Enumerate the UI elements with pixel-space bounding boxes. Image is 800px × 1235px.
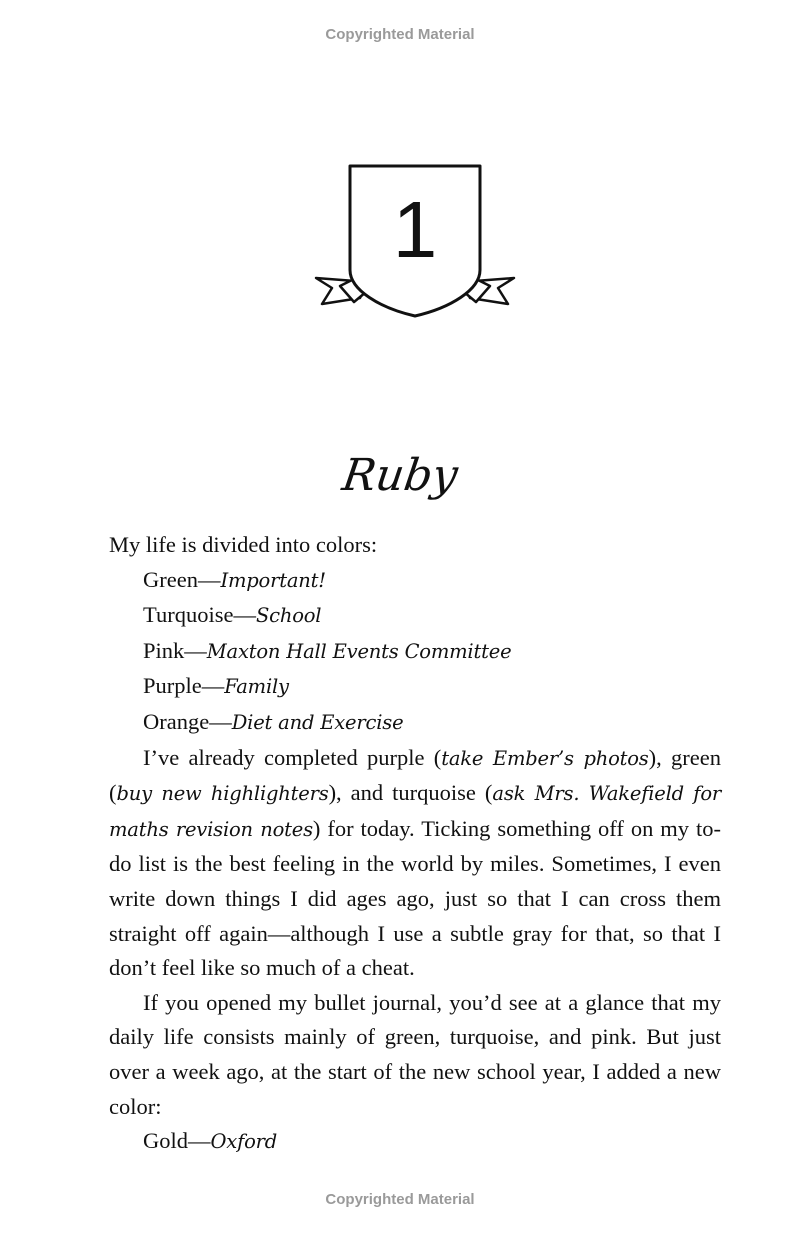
color-item-gold (109, 1124, 721, 1160)
color-item-green (109, 563, 721, 599)
copyright-watermark-top: Copyrighted Material (325, 26, 475, 43)
paragraph-bullet-journal: If you opened my bullet journal, you’d see at a glance that my daily life consists mainly of green, turquoise, and pink. But just over a week ago, at the start of the new school year, I added a new color: (109, 989, 721, 1119)
chapter-title: Ruby (339, 450, 461, 501)
color-item-turquoise (109, 598, 721, 634)
para-text: ) for today. Ticking something off on my to-do list is the best feeling in the world by miles. Sometimes, I even write down things I did ages ago, just so that I can cross them straight off again—although I use a subtle gray for that, so that I don’t feel like so much of a cheat. (109, 815, 721, 981)
chapter-body (109, 528, 721, 1160)
color-label: School (255, 604, 322, 628)
chapter-crest (310, 158, 520, 323)
color-name: Pink— (143, 637, 207, 663)
intro-line: My life is divided into colors: (109, 532, 378, 557)
paragraph-completed (109, 741, 721, 986)
color-name: Green— (143, 566, 221, 592)
color-name: Turquoise— (143, 602, 256, 628)
handwritten-note: buy new highlighters (116, 782, 329, 806)
color-item-orange (109, 705, 721, 741)
color-label: Family (224, 675, 289, 699)
color-label: Maxton Hall Events Committee (206, 639, 512, 663)
color-name: Orange— (143, 708, 232, 734)
para-text: ), and turquoise ( (328, 780, 493, 806)
color-name: Purple— (143, 673, 225, 699)
color-name: Gold— (143, 1128, 211, 1154)
chapter-number: 1 (392, 185, 438, 274)
color-item-purple (109, 669, 721, 705)
color-label: Important! (220, 568, 326, 592)
copyright-watermark-bottom: Copyrighted Material (325, 1191, 475, 1208)
para-text: ), green ( (109, 744, 721, 806)
handwritten-note: ask Mrs. Wakefield for maths revision notes (109, 782, 721, 841)
handwritten-note: take Ember’s photos (441, 746, 649, 770)
color-label: Oxford (210, 1130, 278, 1154)
para-text: I’ve already completed purple ( (143, 744, 442, 770)
color-label: Diet and Exercise (231, 710, 404, 734)
color-item-pink (109, 634, 721, 670)
